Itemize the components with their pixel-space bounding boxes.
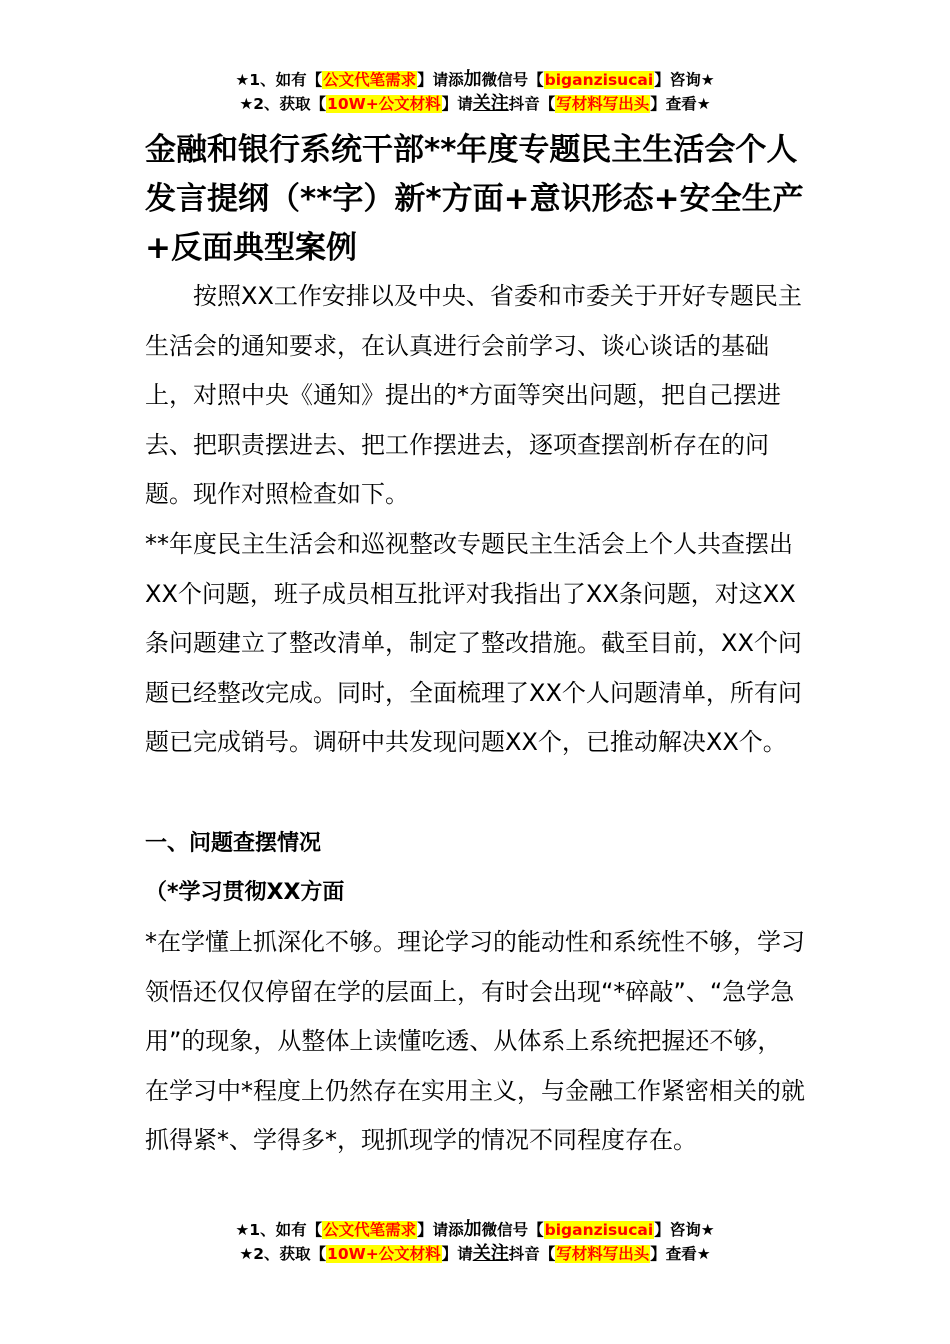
- subsection-heading: （*学习贯彻XX方面: [145, 880, 345, 905]
- top-banner: [0, 68, 950, 116]
- banner-line-2: [0, 1242, 950, 1266]
- banner-highlight-service: 公文代笔需求: [323, 71, 417, 89]
- banner-line-1: [0, 68, 950, 92]
- section-heading: 一、问题查摆情况: [145, 831, 322, 856]
- banner-highlight-service: 公文代笔需求: [323, 1221, 417, 1239]
- banner-highlight-materials: 10W+公文材料: [327, 95, 441, 113]
- banner-line-1: [0, 1218, 950, 1242]
- banner-text: 】请添: [417, 71, 464, 89]
- paragraph-summary: **年度民主生活会和巡视整改专题民主生活会上个人共查摆出XX个问题，班子成员相互批评对我指出了XX条问题，对这XX条问题建立了整改清单，制定了整改措施。截至目前，XX个问题已经整改完成。同时，全面梳理了XX个人问题清单，所有问题已完成销号。调研中共发现问题XX个，已推动解决XX个。: [145, 530, 802, 757]
- banner-text: ★2、获取【: [239, 1245, 327, 1263]
- banner-highlight-wechat-id: biganzisucai: [544, 1221, 654, 1239]
- banner-text-emphasis: 关注: [472, 1243, 509, 1264]
- banner-text: 抖音【: [508, 95, 556, 113]
- banner-text: 微信号【: [481, 71, 544, 89]
- banner-highlight-wechat-id: biganzisucai: [544, 71, 654, 89]
- banner-text: 】查看★: [650, 95, 711, 113]
- banner-text: 】咨询★: [654, 1221, 715, 1239]
- banner-text: 】咨询★: [654, 71, 715, 89]
- banner-text-emphasis: 加: [463, 1219, 482, 1240]
- banner-highlight-douyin: 写材料写出头: [556, 95, 650, 113]
- banner-highlight-materials: 10W+公文材料: [327, 1245, 441, 1263]
- banner-highlight-douyin: 写材料写出头: [556, 1245, 650, 1263]
- banner-text: 】请添: [417, 1221, 464, 1239]
- banner-line-2: [0, 92, 950, 116]
- banner-text: 】请: [441, 1245, 473, 1263]
- banner-text: ★1、如有【: [235, 71, 323, 89]
- banner-text-emphasis: 加: [463, 69, 482, 90]
- bottom-banner: [0, 1218, 950, 1266]
- paragraph-issue: *在学懂上抓深化不够。理论学习的能动性和系统性不够，学习领悟还仅仅停留在学的层面上，有时会出现“*碎敲”、“急学急用”的现象，从整体上读懂吃透、从体系上系统把握还不够，在学习中*程度上仍然存在实用主义，与金融工作紧密相关的就抓得紧*、学得多*，现抓现学的情况不同程度存在。: [145, 928, 805, 1155]
- banner-text: 抖音【: [508, 1245, 556, 1263]
- paragraph-intro: 按照XX工作安排以及中央、省委和市委关于开好专题民主生活会的通知要求，在认真进行会前学习、谈心谈话的基础上，对照中央《通知》提出的*方面等突出问题，把自己摆进去、把职责摆进去、把工作摆进去，逐项查摆剖析存在的问题。现作对照检查如下。: [145, 282, 802, 509]
- banner-text: 】查看★: [650, 1245, 711, 1263]
- banner-text: 】请: [441, 95, 473, 113]
- document-title: 金融和银行系统干部**年度专题民主生活会个人发言提纲（**字）新*方面+意识形态+安全生产+反面典型案例: [145, 132, 804, 266]
- banner-text: ★2、获取【: [239, 95, 327, 113]
- banner-text-emphasis: 关注: [472, 93, 509, 114]
- banner-text: ★1、如有【: [235, 1221, 323, 1239]
- banner-text: 微信号【: [481, 1221, 544, 1239]
